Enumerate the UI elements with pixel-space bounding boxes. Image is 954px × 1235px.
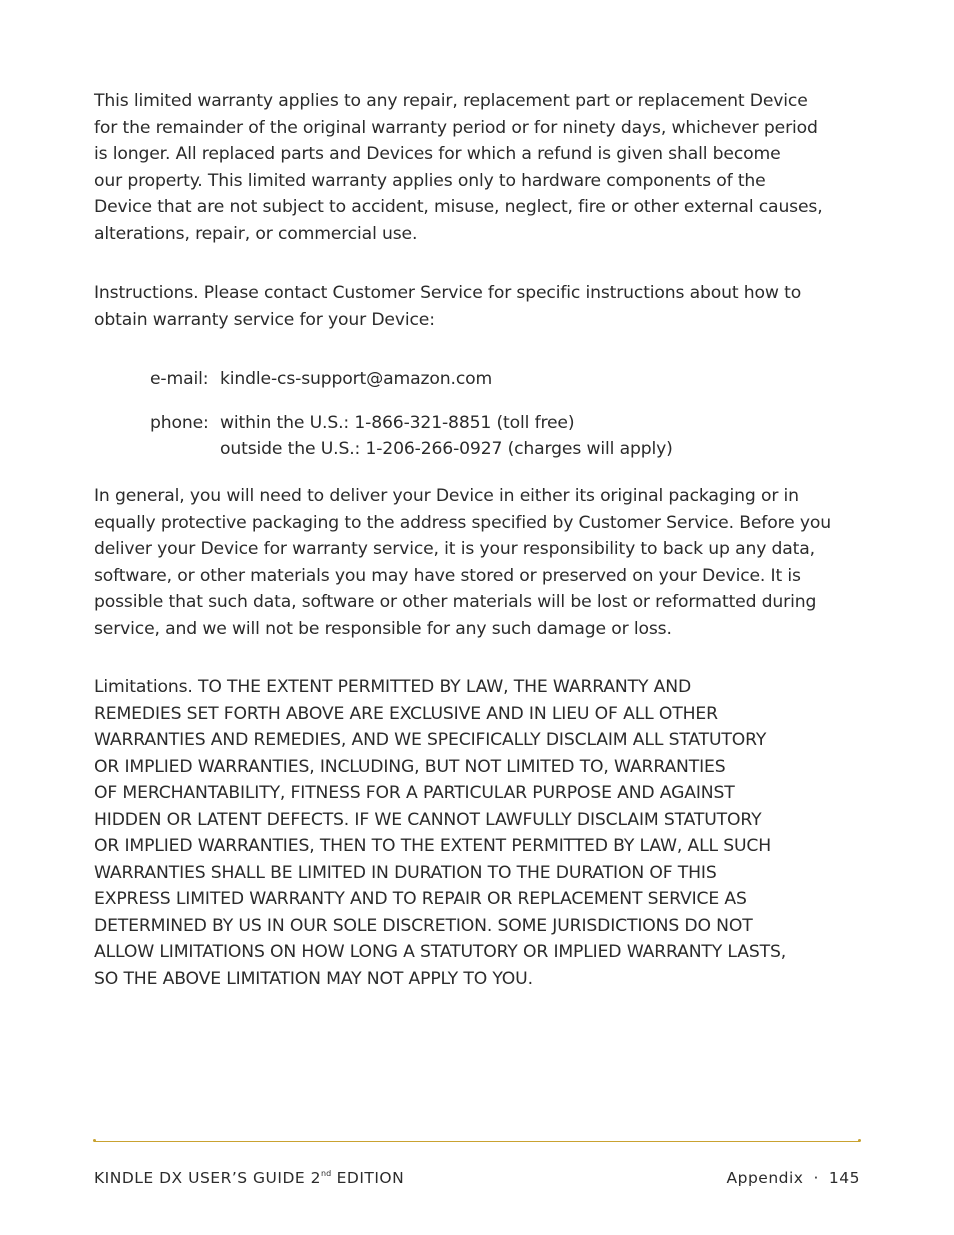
footer-section: Appendix	[726, 1169, 804, 1187]
footer-guide-title	[94, 1169, 404, 1187]
footer-separator: ·	[813, 1169, 819, 1187]
instructions-paragraph: Instructions. Please contact Customer Service for specific instructions about how to obtain warranty service for your Device:	[94, 283, 802, 330]
guide-title-text: KINDLE DX USER’S GUIDE 2	[94, 1169, 321, 1187]
footer-page-info	[727, 1169, 861, 1187]
footer-divider	[94, 1141, 860, 1142]
page-number: 145	[828, 1169, 860, 1187]
email-label: e-mail:	[150, 369, 209, 389]
phone-us: within the U.S.: 1-866-321-8851 (toll free)	[220, 413, 575, 433]
edition-superscript: nd	[321, 1169, 332, 1178]
phone-international: outside the U.S.: 1-206-266-0927 (charges will apply)	[220, 439, 673, 459]
limitations-paragraph: Limitations. TO THE EXTENT PERMITTED BY LAW, THE WARRANTY AND REMEDIES SET FORTH ABOVE ARE EXCLUSIVE AND IN LIEU OF ALL OTHER WARRANTIES AND REMEDIES, AND WE SPECIFICALLY DISCLAIM ALL STATUTORY OR IMPLIED WARRANTIES, INCLUDING, BUT NOT LIMITED TO, WARRANTIES OF MERCHANTABILITY, FITNESS FOR A PARTICULAR PURPOSE AND AGAINST HIDDEN OR LATENT DEFECTS. IF WE CANNOT LAWFULLY DISCLAIM STATUTORY OR IMPLIED WARRANTIES, THEN TO THE EXTENT PERMITTED BY LAW, ALL SUCH WARRANTIES SHALL BE LIMITED IN DURATION TO THE DURATION OF THIS EXPRESS LIMITED WARRANTY AND TO REPAIR OR REPLACEMENT SERVICE AS DETERMINED BY US IN OUR SOLE DISCRETION. SOME JURISDICTIONS DO NOT ALLOW LIMITATIONS ON HOW LONG A STATUTORY OR IMPLIED WARRANTY LASTS, SO THE ABOVE LIMITATION MAY NOT APPLY TO YOU.	[94, 677, 787, 989]
warranty-scope-paragraph: This limited warranty applies to any repair, replacement part or replacement Device for the remainder of the original warranty period or for ninety days, whichever period is longer. All replaced parts and Devices for which a refund is given shall become our property. This limited warranty applies only to hardware components of the Device that are not subject to accident, misuse, neglect, fire or other external causes, alterations, repair, or commercial use.	[94, 91, 823, 244]
edition-word: EDITION	[336, 1169, 405, 1187]
delivery-paragraph: In general, you will need to deliver your Device in either its original packaging or in equally protective packaging to the address specified by Customer Service. Before you deliver your Device for warranty service, it is your responsibility to back up any data, software, or other materials you may have stored or preserved on your Device. It is possible that such data, software or other materials will be lost or reformatted during service, and we will not be responsible for any such damage or loss.	[94, 486, 831, 639]
phone-label: phone:	[150, 413, 209, 433]
email-address[interactable]: kindle-cs-support@amazon.com	[220, 369, 493, 389]
